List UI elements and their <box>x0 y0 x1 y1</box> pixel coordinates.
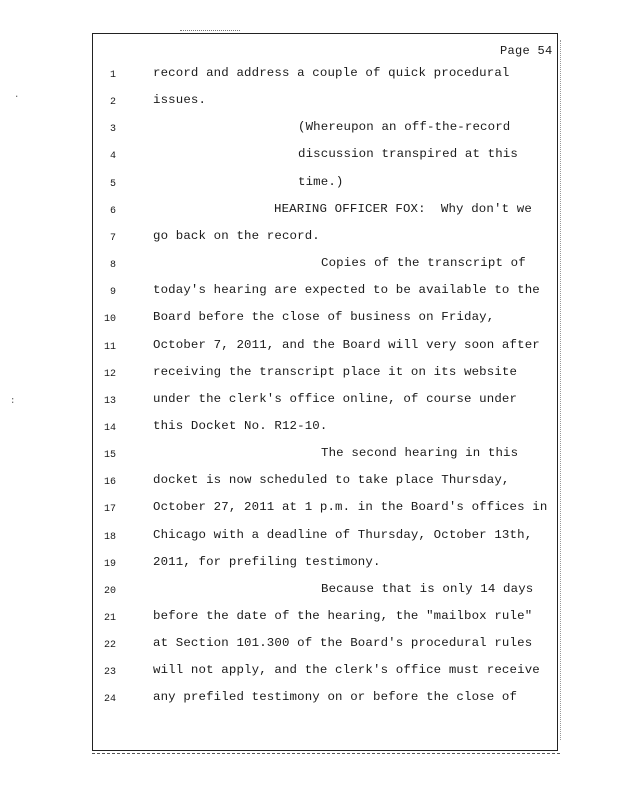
line-text: receiving the transcript place it on its website <box>153 364 518 379</box>
line-text: HEARING OFFICER FOX: Why don't we <box>274 201 532 216</box>
transcript-line <box>0 553 618 580</box>
line-text: Chicago with a deadline of Thursday, October 13th, <box>153 527 533 542</box>
transcript-line <box>0 498 618 525</box>
transcript-line <box>0 471 618 498</box>
line-text: will not apply, and the clerk's office must receive <box>153 663 540 678</box>
line-number: 15 <box>103 450 116 462</box>
line-text: at Section 101.300 of the Board's procedural rules <box>153 636 533 651</box>
transcript-line <box>0 145 618 172</box>
line-text: Because that is only 14 days <box>321 581 534 596</box>
transcript-line <box>0 526 618 553</box>
transcript-line <box>0 336 618 363</box>
transcript-line <box>0 173 618 200</box>
line-number: 1 <box>109 70 116 81</box>
line-text: October 7, 2011, and the Board will very soon after <box>153 337 540 352</box>
line-text: before the date of the hearing, the "mailbox rule" <box>153 609 533 623</box>
transcript-line <box>0 580 618 607</box>
line-number: 14 <box>103 422 116 434</box>
transcript-line <box>0 417 618 444</box>
line-number: 6 <box>109 205 116 217</box>
line-number: 3 <box>109 124 116 136</box>
transcript-line <box>0 91 618 118</box>
top-scan-mark <box>180 30 240 31</box>
line-number: 7 <box>109 232 116 244</box>
line-number: 21 <box>103 613 116 624</box>
line-text: 2011, for prefiling testimony. <box>153 554 381 569</box>
line-number: 23 <box>103 667 116 679</box>
transcript-line <box>0 634 618 661</box>
line-number: 9 <box>109 287 116 299</box>
line-number: 18 <box>103 531 116 543</box>
line-number: 17 <box>103 504 116 516</box>
line-number: 16 <box>103 477 116 489</box>
transcript-line <box>0 64 618 91</box>
line-text: today's hearing are expected to be available to the <box>153 283 540 298</box>
line-text: discussion transpired at this <box>298 147 518 162</box>
line-text: go back on the record. <box>153 228 320 243</box>
line-text: October 27, 2011 at 1 p.m. in the Board's offices in <box>153 500 548 515</box>
line-number: 24 <box>103 694 116 706</box>
line-text: record and address a couple of quick procedural <box>153 66 510 80</box>
transcript-line <box>0 363 618 390</box>
bottom-rule <box>92 753 560 754</box>
scan-speck: · <box>14 92 20 102</box>
transcript-line <box>0 390 618 417</box>
line-text: issues. <box>153 93 207 108</box>
transcript-line <box>0 118 618 145</box>
transcript-line <box>0 688 618 715</box>
transcript-line <box>0 254 618 281</box>
line-number: 4 <box>109 151 116 163</box>
line-number: 11 <box>103 341 116 353</box>
line-text: this Docket No. R12-10. <box>153 418 328 433</box>
line-text: docket is now scheduled to take place Thursday, <box>153 473 510 488</box>
line-number: 5 <box>109 178 116 190</box>
line-number: 19 <box>103 558 116 570</box>
line-number: 8 <box>109 260 116 272</box>
line-number: 12 <box>103 368 116 380</box>
line-number: 2 <box>109 97 116 109</box>
transcript-line <box>0 607 618 634</box>
transcript-line <box>0 444 618 471</box>
line-text: Copies of the transcript of <box>321 256 526 271</box>
transcript-line <box>0 661 618 688</box>
line-text: The second hearing in this <box>321 446 519 461</box>
transcript-line <box>0 200 618 227</box>
line-number: 10 <box>103 314 116 326</box>
line-number: 13 <box>103 395 116 407</box>
line-text: under the clerk's office online, of course under <box>153 391 518 406</box>
transcript-line <box>0 308 618 335</box>
line-number: 20 <box>103 585 116 597</box>
line-text: any prefiled testimony on or before the close of <box>153 690 518 705</box>
transcript-line <box>0 227 618 254</box>
transcript-line <box>0 281 618 308</box>
line-text: Board before the close of business on Friday, <box>153 310 495 325</box>
scan-speck: : <box>10 396 16 406</box>
line-number: 22 <box>103 640 116 652</box>
page-number: Page 54 <box>500 44 553 58</box>
line-text: time.) <box>298 174 344 189</box>
line-text: (Whereupon an off-the-record <box>298 120 511 135</box>
